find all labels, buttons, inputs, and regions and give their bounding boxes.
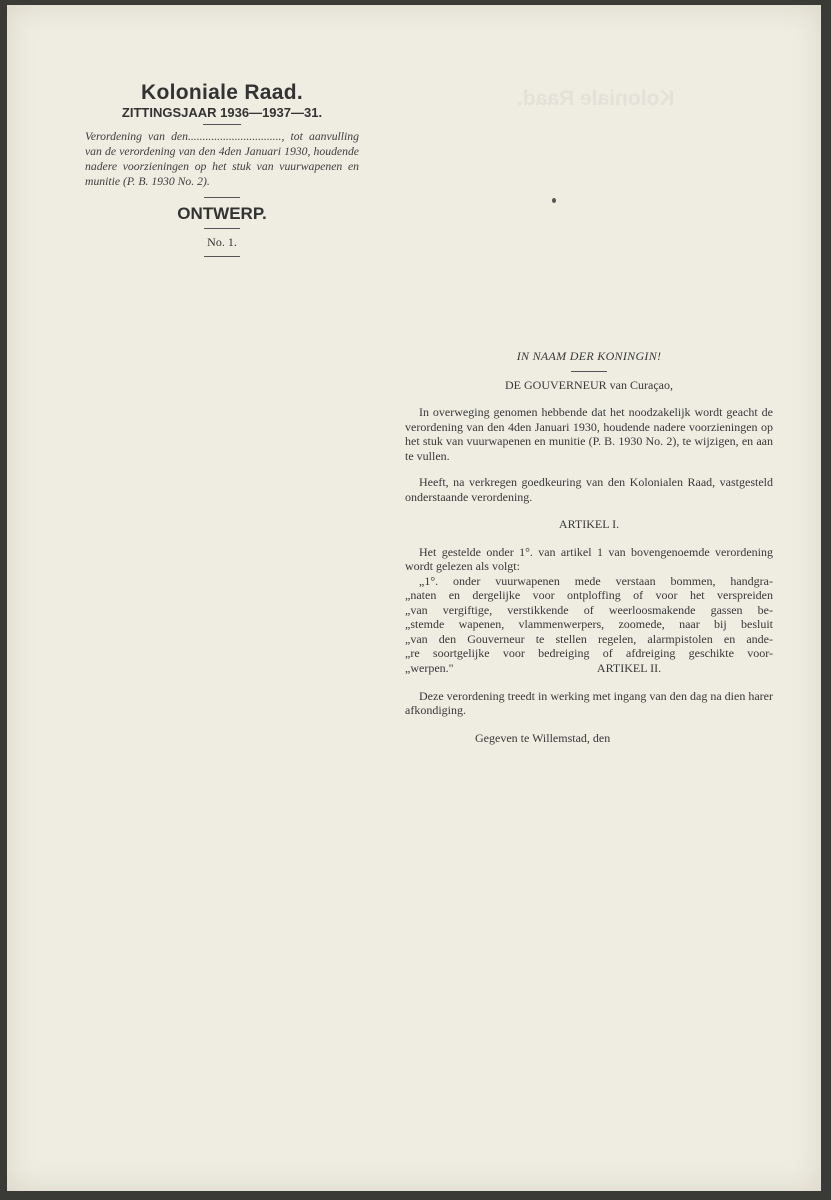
article-1-heading: ARTIKEL I. [558, 517, 620, 531]
divider [203, 124, 241, 125]
draft-number: No. 1. [207, 235, 237, 249]
divider [571, 371, 607, 372]
session-year: ZITTINGSJAAR 1936—1937—31. [121, 105, 323, 120]
quote-line: „van den Gouverneur te stellen regelen, alarmpistolen en ande- [405, 631, 773, 646]
quote-line: „stemde wapenen, vlammenwerpers, zoomede, naar bij besluit [405, 617, 773, 631]
header-block [85, 81, 359, 257]
ordinance-description: Verordening van den................................, tot aanvulling van de verordening van den 4den Januari 1930, houdende nadere voorzieningen op het stuk van vuurwapenen en munitie (P. B. 1930 No. 2). [85, 130, 359, 188]
ink-spot [552, 198, 556, 203]
governor-line: DE GOUVERNEUR van Curaçao, [505, 377, 673, 392]
draft-label: ONTWERP. [177, 204, 267, 223]
quote-line: „van vergiftige, verstikkende of weerloosmakende gassen be- [405, 602, 773, 617]
invocation: IN NAAM DER KONINGIN! [516, 349, 662, 363]
divider [204, 256, 240, 257]
quote-line: „1°. onder vuurwapenen mede verstaan bommen, handgra- [419, 573, 773, 588]
quote-line: „werpen." [405, 660, 454, 675]
article-2-heading: ARTIKEL II. [596, 661, 662, 675]
council-title: Koloniale Raad. [140, 81, 304, 104]
bleed-through-text: Koloniale Raad. [517, 87, 675, 110]
document-page [7, 5, 821, 1191]
article-2-text: Deze verordening treedt in werking met ingang van den dag na dien harer afkondiging. [405, 688, 773, 717]
given-at-line: Gegeven te Willemstad, den [475, 730, 611, 745]
approval-paragraph: Heeft, na verkregen goedkeuring van den Kolonialen Raad, vastgesteld onderstaande verordening. [405, 475, 773, 504]
article-1-intro: Het gestelde onder 1°. van artikel 1 van bovengenoemde verordening wordt gelezen als volgt: [405, 544, 773, 573]
divider [204, 197, 240, 198]
quote-line: „re soortgelijke voor bedreiging of afdreiging geschikte voor- [405, 646, 773, 660]
divider [204, 228, 240, 229]
consideration-paragraph: In overweging genomen hebbende dat het noodzakelijk wordt geacht de verordening van den 4den Januari 1930, houdende nadere voorzieningen op het stuk van vuurwapenen en munitie (P. B. 1930 No. 2), te wijzigen, en aan te vullen. [405, 405, 773, 463]
article-1-quote [405, 574, 773, 676]
ordinance-body [405, 349, 773, 745]
quote-line: „naten en dergelijke voor ontploffing of voor het verspreiden [405, 588, 773, 602]
